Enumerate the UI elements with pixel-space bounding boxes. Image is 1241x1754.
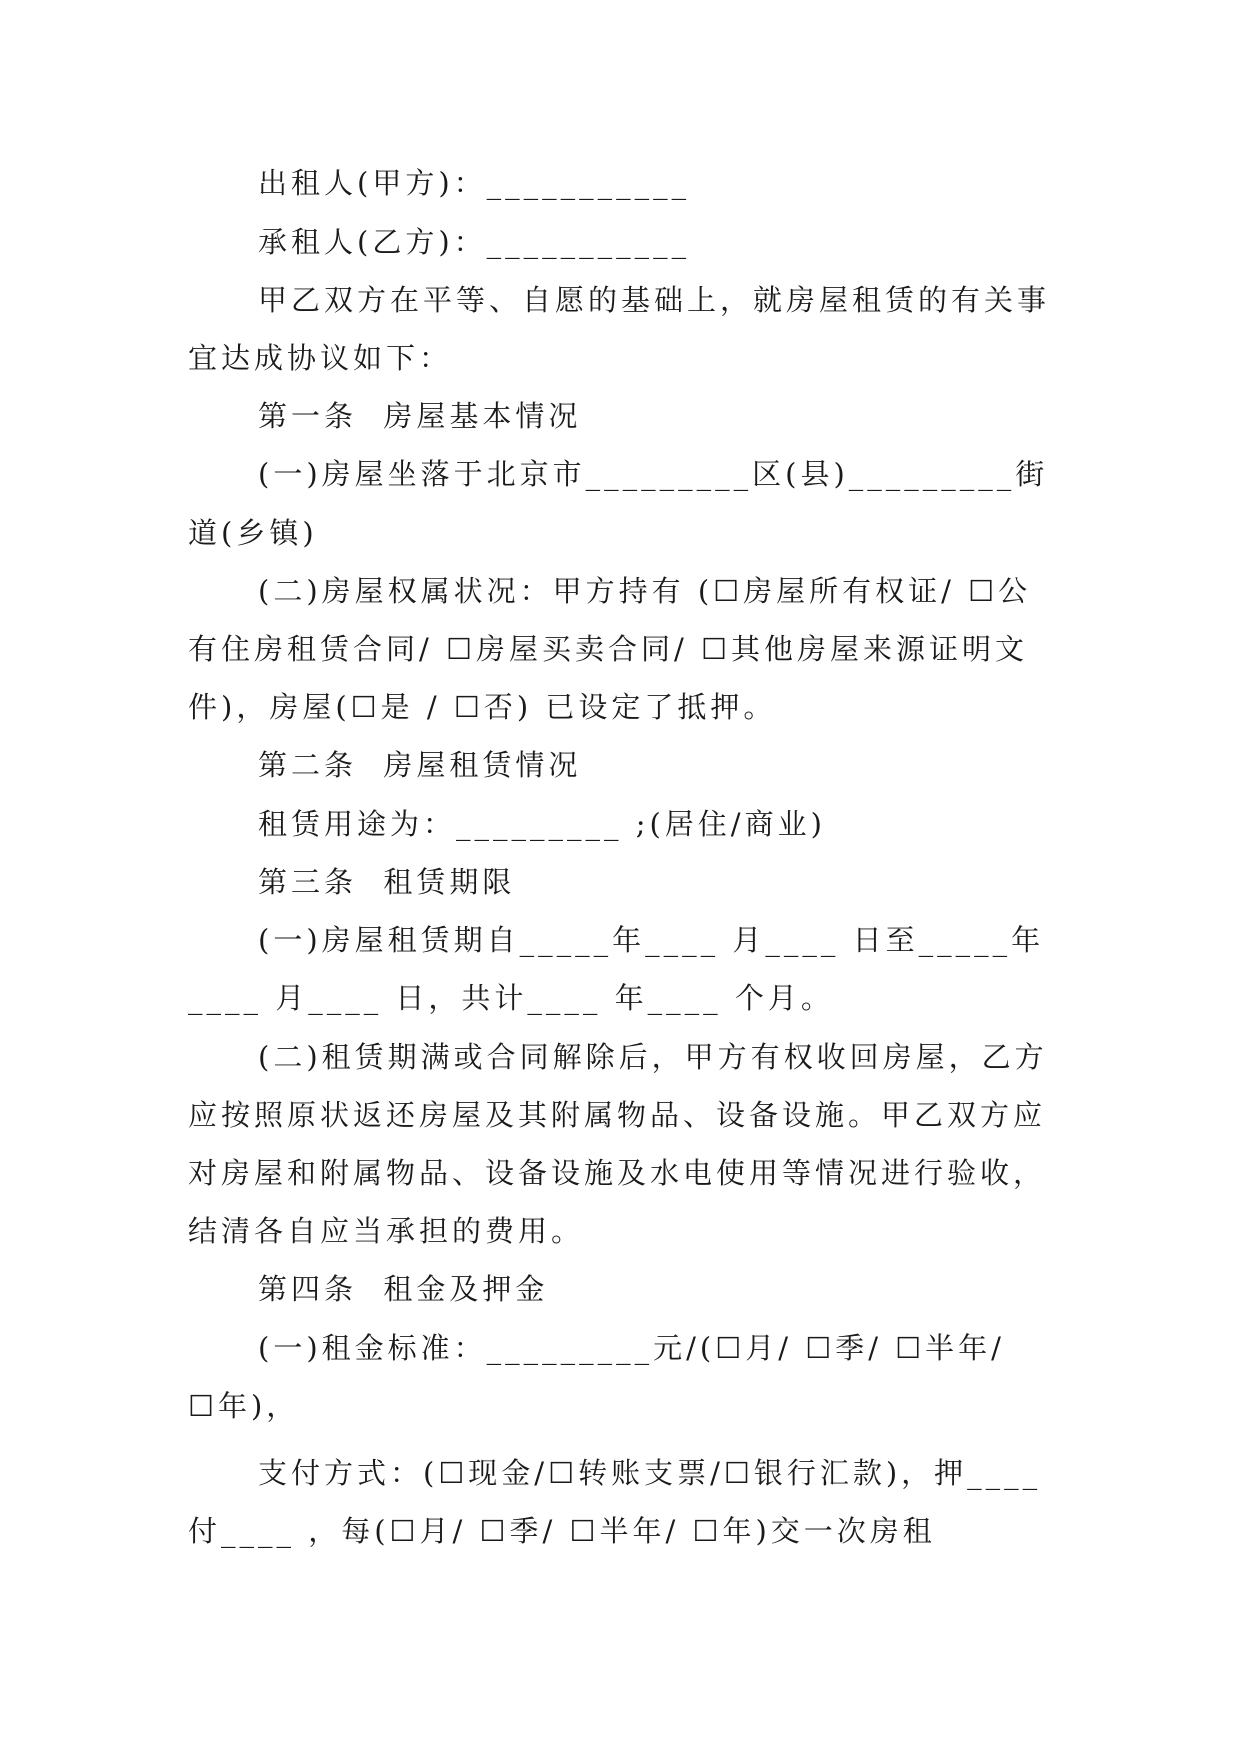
article-4-item-1-line-1: (一)租金标准：_________元/(☐月/ ☐季/ ☐半年/ (258, 1331, 1005, 1365)
article-3-item-2-line-3: 对房屋和附属物品、设备设施及水电使用等情况进行验收， (188, 1156, 1047, 1190)
article-1-item-2-line-2: 有住房租赁合同/ ☐房屋买卖合同/ ☐其他房屋来源证明文 (188, 632, 1028, 666)
preamble-line-1: 甲乙双方在平等、自愿的基础上，就房屋租赁的有关事 (258, 283, 1051, 317)
article-3-item-2-line-1: (二)租赁期满或合同解除后，甲方有权收回房屋，乙方 (258, 1040, 1048, 1074)
article-1-item-1-line-1: (一)房屋坐落于北京市_________区(县)_________街 (258, 457, 1049, 491)
article-3-item-1-line-1: (一)房屋租赁期自_____年____ 月____ 日至_____年 (258, 923, 1045, 957)
article-4-heading: 第四条 租金及押金 (258, 1272, 549, 1306)
article-2-usage-line: 租赁用途为：_________ ;(居住/商业) (258, 807, 826, 841)
payment-method-line-1: 支付方式：(☐现金/☐转账支票/☐银行汇款)，押____ (258, 1456, 1042, 1490)
article-1-item-2-line-1: (二)房屋权属状况：甲方持有 (☐房屋所有权证/ ☐公 (258, 574, 1032, 608)
article-3-item-2-line-4: 结清各自应当承担的费用。 (188, 1214, 585, 1248)
article-3-heading: 第三条 租赁期限 (258, 865, 516, 899)
payment-method-line-2: 付____ ，每(☐月/ ☐季/ ☐半年/ ☐年)交一次房租 (188, 1514, 936, 1548)
article-1-heading: 第一条 房屋基本情况 (258, 399, 582, 433)
preamble-line-2: 宜达成协议如下： (188, 341, 453, 375)
lessor-line: 出租人(甲方)：___________ (258, 166, 691, 200)
article-1-item-2-line-3: 件)，房屋(☐是 / ☐否) 已设定了抵押。 (188, 690, 777, 724)
lessee-line: 承租人(乙方)：___________ (258, 225, 691, 259)
article-3-item-1-line-2: ____ 月____ 日，共计____ 年____ 个月。 (188, 981, 834, 1015)
article-3-item-2-line-2: 应按照原状返还房屋及其附属物品、设备设施。甲乙双方应 (188, 1098, 1047, 1132)
article-4-item-1-line-2: ☐年)， (188, 1389, 300, 1423)
article-2-heading: 第二条 房屋租赁情况 (258, 748, 582, 782)
article-1-item-1-line-2: 道(乡镇) (188, 516, 318, 550)
